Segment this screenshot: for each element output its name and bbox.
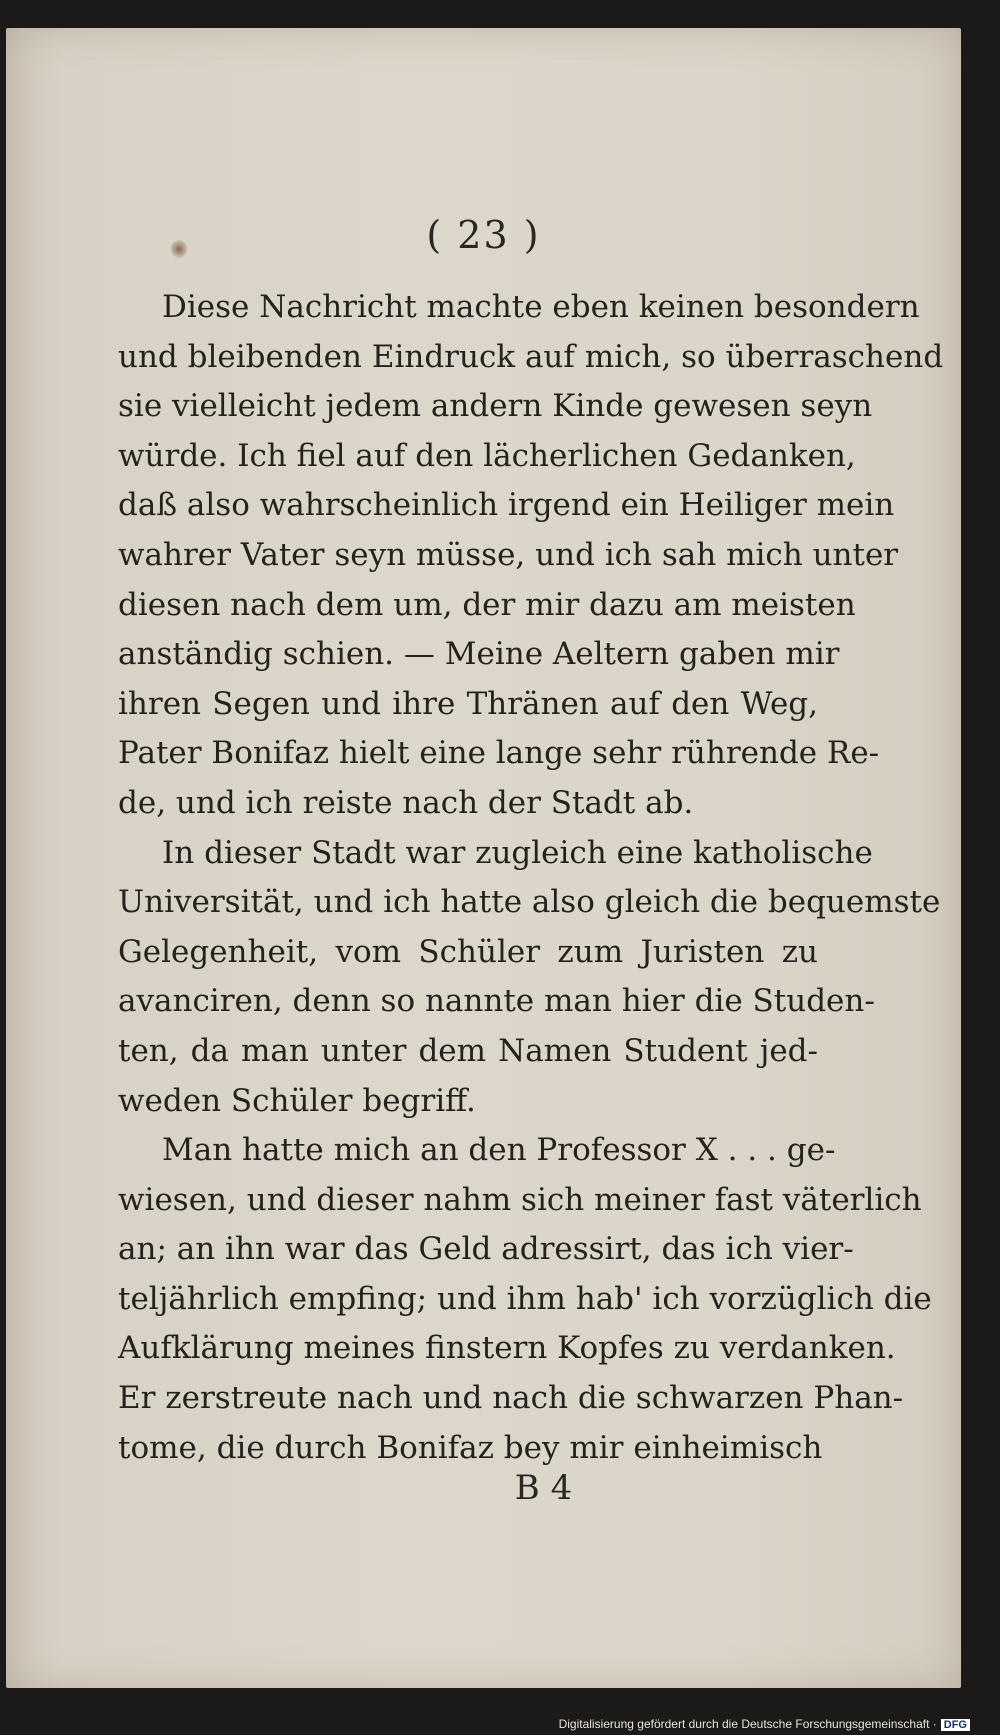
text-line: Universität, und ich hatte also gleich die bequemste (118, 884, 941, 921)
text-line: Gelegenheit, vom Schüler zum Juristen zu (118, 933, 818, 970)
text-line: de, und ich reiste nach der Stadt ab. (118, 784, 694, 821)
body-text (118, 283, 944, 1473)
text-line: In dieser Stadt war zugleich eine katholische (162, 834, 873, 871)
text-line: Diese Nachricht machte eben keinen besondern (162, 289, 920, 325)
text-line: und bleibenden Eindruck auf mich, so überraschend (118, 338, 944, 375)
text-line: wiesen, und dieser nahm sich meiner fast väterlich (118, 1181, 922, 1218)
text-line: Pater Bonifaz hielt eine lange sehr rührende Re- (118, 735, 880, 772)
text-line: diesen nach dem um, der mir dazu am meisten (118, 586, 856, 623)
text-line: tome, die durch Bonifaz bey mir einheimisch (118, 1429, 823, 1466)
text-line: Er zerstreute nach und nach die schwarzen Phan- (118, 1380, 904, 1417)
text-line: sie vielleicht jedem andern Kinde gewesen seyn (118, 388, 873, 425)
text-line: wahrer Vater seyn müsse, und ich sah mich unter (118, 536, 899, 573)
text-line: teljährlich empfing; und ihm hab' ich vorzüglich die (118, 1280, 932, 1317)
page-number: ( 23 ) (426, 213, 541, 257)
text-line: avanciren, denn so nannte man hier die Studen- (118, 983, 875, 1020)
text-line: Aufklärung meines finstern Kopfes zu verdanken. (118, 1330, 896, 1367)
text-line: weden Schüler begriff. (118, 1082, 476, 1119)
text-line: anständig schien. — Meine Aeltern gaben mir (118, 636, 840, 673)
text-line: an; an ihn war das Geld adressirt, das ich vier- (118, 1231, 854, 1268)
text-line: ten, da man unter dem Namen Student jed- (118, 1032, 818, 1069)
text-line: Man hatte mich an den Professor X . . . ge- (162, 1132, 836, 1169)
dfg-logo: DFG (941, 1719, 970, 1731)
text-line: daß also wahrscheinlich irgend ein Heiliger mein (118, 487, 895, 524)
text-line: würde. Ich fiel auf den lächerlichen Gedanken, (118, 437, 856, 474)
text-line: ihren Segen und ihre Thränen auf den Weg, (118, 685, 818, 722)
signature-mark: B 4 (514, 1468, 573, 1508)
digitization-credit (559, 1717, 970, 1731)
book-page (6, 28, 961, 1688)
credit-text: Digitalisierung gefördert durch die Deutsche Forschungsgemeinschaft · (558, 1717, 937, 1731)
